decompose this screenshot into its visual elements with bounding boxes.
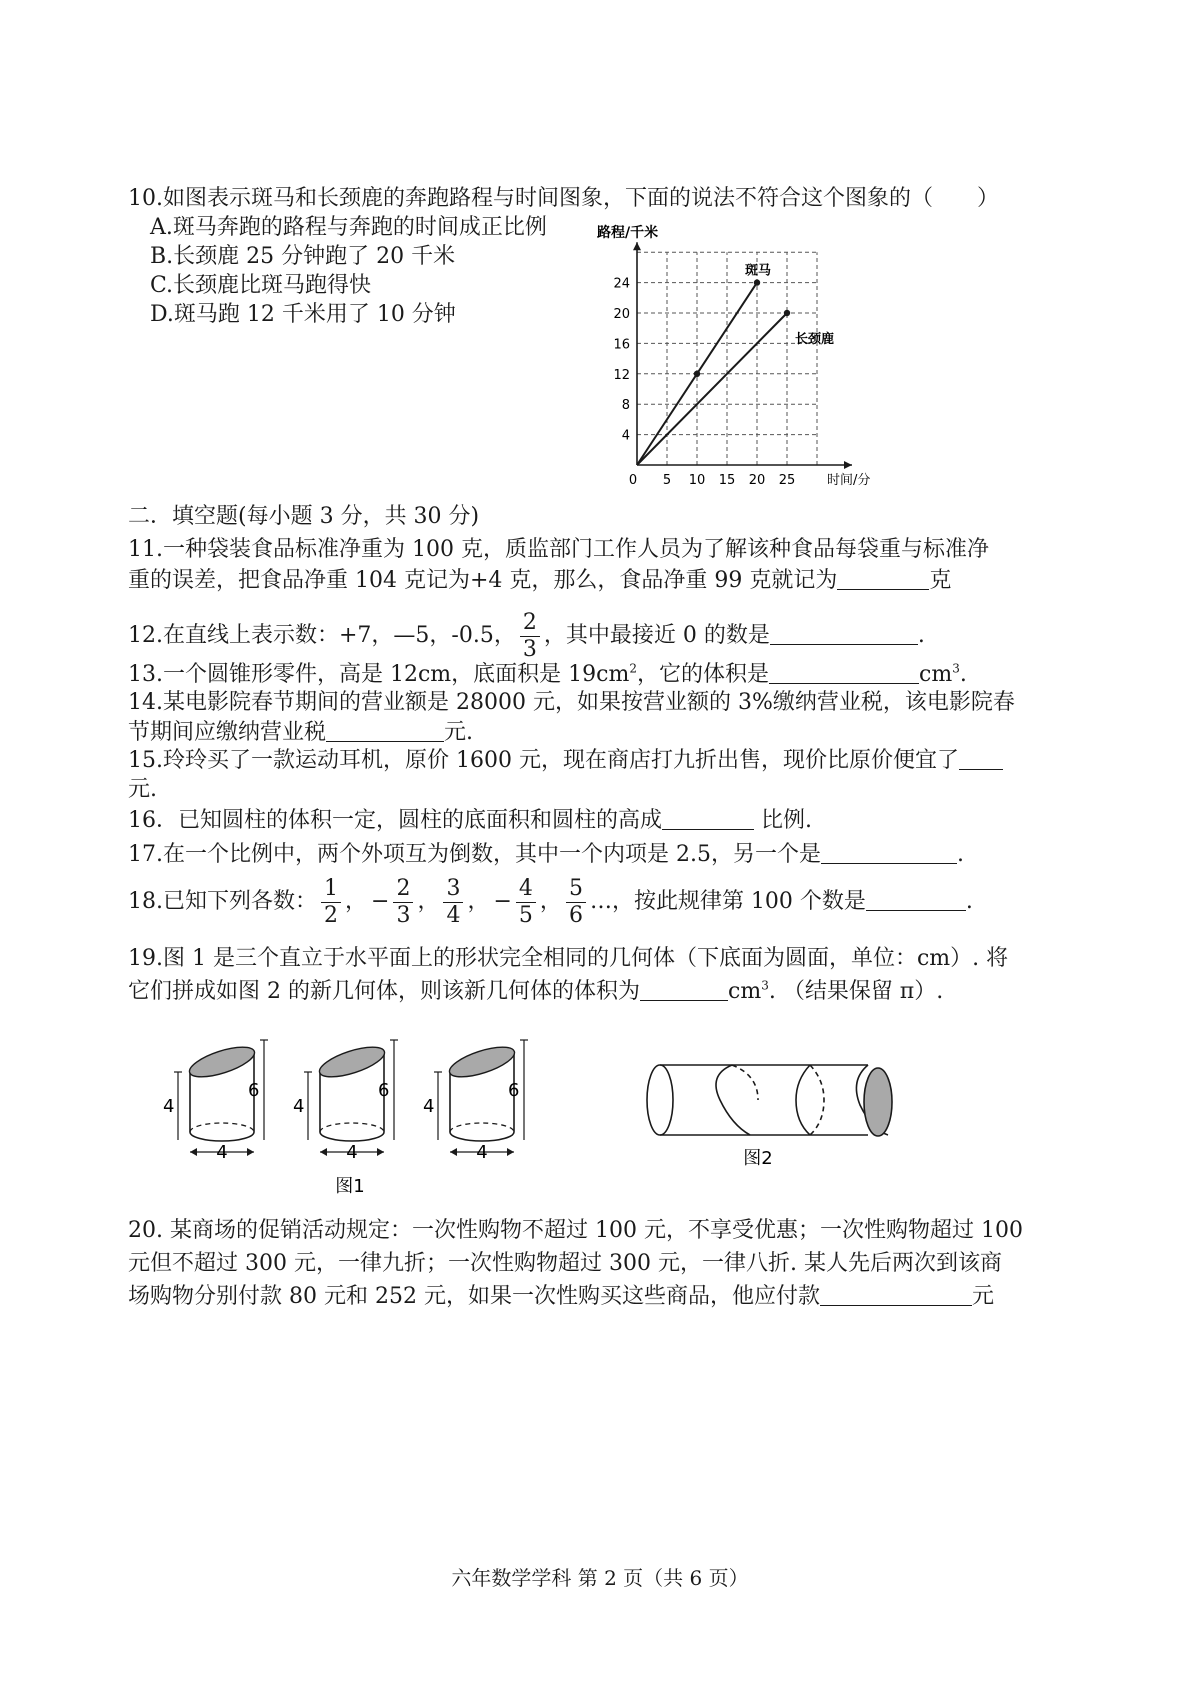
chart-series-line-giraffe (637, 313, 787, 465)
dim-label-right: 6 (508, 1080, 520, 1101)
chart-y-tick-label: 24 (613, 276, 630, 292)
q14-answer-blank[interactable] (326, 719, 444, 742)
q19-figures (160, 1030, 960, 1205)
chart-y-tick-label: 4 (621, 428, 630, 444)
q15-answer-blank[interactable] (959, 747, 1003, 770)
q20-answer-blank[interactable] (820, 1283, 972, 1306)
q11-line2 (128, 566, 951, 596)
q16-answer-blank[interactable] (662, 807, 754, 830)
q10-option-b[interactable]: B.长颈鹿 25 分钟跑了 20 千米 (150, 244, 456, 269)
q10-option-c[interactable]: C.长颈鹿比斑马跑得快 (150, 273, 372, 298)
section2-title: 二．填空题(每小题 3 分，共 30 分) (128, 504, 480, 529)
q18-after: …，按此规律第 100 个数是 (589, 889, 866, 914)
dim-label-right: 6 (248, 1080, 260, 1101)
cylinder-base-back (320, 1123, 384, 1132)
q12-text: 12.在直线上表示数：+7，—5，-0.5， (128, 623, 516, 648)
q12-after: ，其中最接近 0 的数是 (543, 623, 770, 648)
q18-frac-num: 2 (393, 876, 413, 903)
q20-line3 (128, 1282, 994, 1312)
q17-line (128, 840, 964, 870)
q18-frac-den: 3 (396, 902, 411, 928)
cylinder-slanted-top (446, 1041, 517, 1083)
q18-frac-den: 2 (324, 902, 338, 928)
chart-x-axis-label: 时间/分 (827, 473, 871, 488)
dim-label-bottom: 4 (476, 1142, 488, 1163)
figure-2 (647, 1065, 892, 1136)
q17-text: 17.在一个比例中，两个外项互为倒数，其中一个内项是 2.5，另一个是 (128, 842, 821, 867)
q18-answer-blank[interactable] (866, 888, 966, 911)
q18-fraction (443, 876, 463, 929)
chart-y-axis-arrow (633, 242, 641, 250)
q16-text: 16．已知圆柱的体积一定，圆柱的底面积和圆柱的高成 (128, 808, 662, 833)
q14-unit: 元. (444, 720, 474, 745)
q10-option-a[interactable]: A.斑马奔跑的路程与奔跑的时间成正比例 (150, 215, 547, 240)
cylinder-base-front (450, 1132, 514, 1141)
dim-label-left: 4 (423, 1096, 435, 1117)
page-footer: 六年数学学科 第 2 页（共 6 页） (451, 1566, 749, 1590)
q19-text: 它们拼成如图 2 的新几何体，则该新几何体的体积为 (128, 979, 640, 1004)
q18-frac-num: 5 (566, 876, 586, 903)
figure-1 (163, 1040, 528, 1163)
distance-time-chart (580, 215, 910, 490)
dim-label-left: 4 (293, 1096, 305, 1117)
chart-x-tick-label: 15 (718, 473, 736, 488)
chart-x-tick-label: 25 (778, 473, 796, 488)
q20-text: 场购物分别付款 80 元和 252 元，如果一次性购买这些商品，他应付款 (128, 1284, 820, 1309)
fig2-joint-2 (796, 1065, 810, 1135)
q18-fraction (516, 876, 536, 929)
q11-line1: 11.一种袋装食品标准净重为 100 克，质监部门工作人员为了解该种食品每袋重与标准净 (128, 537, 989, 562)
chart-point (784, 310, 790, 316)
chart-y-axis-label: 路程/千米 (597, 225, 659, 241)
q15-line1 (128, 746, 1003, 776)
q16-after: 比例. (754, 808, 812, 833)
q12-frac-num: 2 (520, 610, 540, 637)
q10-option-d[interactable]: D.斑马跑 12 千米用了 10 分钟 (150, 302, 456, 327)
fig2-slant-joint-1-hidden (732, 1065, 758, 1100)
q18-separator: ， (539, 889, 562, 914)
q13-answer-blank[interactable] (769, 661, 919, 684)
q18-end: . (965, 889, 973, 914)
q18-fraction (321, 876, 341, 929)
chart-y-tick-label: 8 (621, 398, 630, 414)
q12-fraction (520, 610, 540, 663)
cylinder-slanted-top (186, 1041, 257, 1083)
q13-mid: ，它的体积是 (636, 662, 769, 687)
chart-y-tick-label: 12 (613, 367, 630, 383)
chart-series-label: 长颈鹿 (795, 332, 835, 347)
q19-unit: cm (728, 979, 762, 1004)
q18-line (128, 872, 973, 932)
q19-line1: 19.图 1 是三个直立于水平面上的形状完全相同的几何体（下底面为圆面，单位：cm）. 将 (128, 946, 1009, 971)
cylinder-base-back (190, 1123, 254, 1132)
q12-line (128, 608, 925, 664)
q13-line (128, 660, 967, 690)
q15-text: 15.玲玲买了一款运动耳机，原价 1600 元，现在商店打九折出售，现价比原价便宜了 (128, 748, 959, 773)
q13-unit: cm (919, 662, 953, 687)
fig2-joint-2-hidden (810, 1065, 824, 1135)
q18-fraction (393, 876, 413, 929)
q20-line2: 元但不超过 300 元，一律九折；一次性购物超过 300 元，一律八折. 某人先后两次到该商 (128, 1251, 1002, 1276)
fig2-left-cap (647, 1065, 673, 1135)
q18-frac-den: 5 (518, 902, 533, 928)
chart-x-tick-label: 0 (628, 473, 638, 488)
q18-text: 18.已知下列各数： (128, 889, 317, 914)
q11-answer-blank[interactable] (837, 567, 929, 590)
dim-label-bottom: 4 (346, 1142, 358, 1163)
figure-1-label: 图1 (335, 1176, 365, 1197)
q18-separator: ， (467, 889, 490, 914)
q19-line2 (128, 977, 943, 1007)
chart-x-axis-arrow (844, 461, 852, 469)
q18-fraction-sign: − (493, 889, 512, 914)
q10-stem: 10.如图表示斑马和长颈鹿的奔跑路程与时间图象，下面的说法不符合这个图象的（ ） (128, 186, 999, 211)
q13-sup: 2 (629, 661, 637, 676)
fig2-right-cap (864, 1068, 892, 1136)
q18-separator: ， (345, 889, 368, 914)
q13-end: . (959, 662, 967, 687)
q12-answer-blank[interactable] (770, 622, 918, 645)
q14-line1: 14.某电影院春节期间的营业额是 28000 元，如果按营业额的 3%缴纳营业税，该电影院春 (128, 690, 1015, 715)
q12-end: . (917, 623, 925, 648)
dim-label-right: 6 (378, 1080, 390, 1101)
dim-label-bottom: 4 (216, 1142, 228, 1163)
chart-series-label: 斑马 (745, 263, 772, 279)
cylinder-slanted-top (316, 1041, 387, 1083)
q14-line2 (128, 718, 473, 748)
q16-line (128, 806, 812, 836)
q17-answer-blank[interactable] (821, 841, 957, 864)
q18-frac-den: 4 (446, 902, 461, 928)
cylinder-base-front (320, 1132, 384, 1141)
dim-label-left: 4 (163, 1096, 175, 1117)
q11-text: 重的误差，把食品净重 104 克记为+4 克，那么，食品净重 99 克就记为 (128, 568, 838, 593)
q11-unit: 克 (929, 568, 952, 593)
q14-text: 节期间应缴纳营业税 (128, 720, 327, 745)
q18-frac-num: 4 (516, 876, 536, 903)
q17-end: . (956, 842, 964, 867)
q18-fraction-list (317, 875, 590, 928)
q15-line2: 元. (128, 777, 157, 802)
chart-x-tick-label: 10 (688, 473, 706, 488)
q20-unit: 元 (971, 1284, 994, 1309)
chart-point (694, 371, 700, 377)
chart-y-tick-label: 20 (613, 307, 630, 322)
q13-text: 13.一个圆锥形零件，高是 12cm，底面积是 19cm (128, 662, 630, 687)
chart-x-tick-label: 5 (662, 473, 672, 488)
chart-x-tick-label: 20 (748, 473, 766, 488)
q20-line1: 20. 某商场的促销活动规定：一次性购物不超过 100 元，不享受优惠；一次性购物超过 100 (128, 1218, 1023, 1243)
q13-unit-sup: 3 (952, 661, 960, 676)
q18-frac-den: 6 (568, 902, 583, 928)
q18-frac-num: 3 (443, 876, 463, 903)
q12-frac-den: 3 (522, 636, 537, 662)
cylinder-base-front (190, 1132, 254, 1141)
q19-answer-blank[interactable] (640, 978, 728, 1001)
q18-fraction-sign: − (371, 889, 390, 914)
fig2-slant-joint-1 (716, 1065, 750, 1135)
q18-separator: ， (417, 889, 440, 914)
q18-frac-num: 1 (321, 876, 341, 903)
q19-after: . （结果保留 π）. (768, 979, 944, 1004)
figure-2-label: 图2 (743, 1148, 773, 1169)
chart-point (754, 279, 760, 285)
cylinder-base-back (450, 1123, 514, 1132)
chart-y-tick-label: 16 (613, 337, 630, 353)
q19-unit-sup: 3 (761, 978, 769, 993)
q18-fraction (566, 876, 586, 929)
